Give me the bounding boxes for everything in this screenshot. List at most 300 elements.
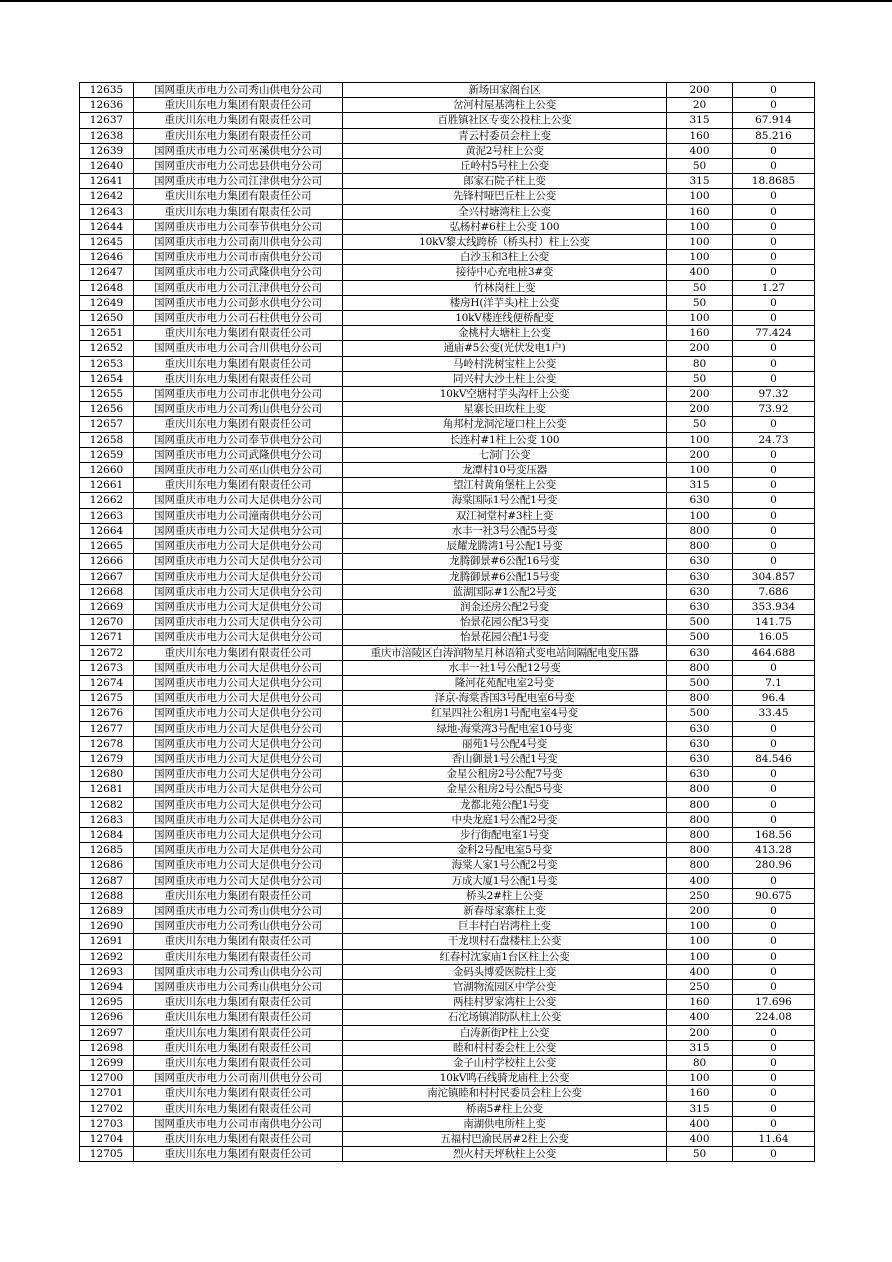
capacity-cell: 250 — [667, 888, 733, 903]
station-name-cell: 干龙坝村石盘楼柱上公变 — [343, 934, 667, 949]
capacity-cell: 630 — [667, 767, 733, 782]
company-name-cell: 国网重庆市电力公司大足供电分公司 — [134, 630, 343, 645]
company-name-cell: 重庆川东电力集团有限责任公司 — [134, 128, 343, 143]
capacity-cell: 160 — [667, 1086, 733, 1101]
table-row — [80, 128, 815, 143]
capacity-cell: 630 — [667, 554, 733, 569]
capacity-cell: 50 — [667, 159, 733, 174]
station-name-cell: 新场田家阁台区 — [343, 83, 667, 98]
company-name-cell: 国网重庆市电力公司大足供电分公司 — [134, 721, 343, 736]
station-name-cell: 丘岭村5号柱上公变 — [343, 159, 667, 174]
value-cell: 0 — [733, 721, 815, 736]
company-name-cell: 重庆川东电力集团有限责任公司 — [134, 995, 343, 1010]
capacity-cell: 100 — [667, 235, 733, 250]
value-cell: 141.75 — [733, 615, 815, 630]
row-id-cell: 12683 — [80, 812, 134, 827]
value-cell: 17.696 — [733, 995, 815, 1010]
table-row — [80, 113, 815, 128]
company-name-cell: 重庆川东电力集团有限责任公司 — [134, 1147, 343, 1162]
table-row — [80, 751, 815, 766]
capacity-cell: 100 — [667, 219, 733, 234]
station-name-cell: 泽京-海棠香国3号配电室6号变 — [343, 691, 667, 706]
capacity-cell: 100 — [667, 250, 733, 265]
row-id-cell: 12646 — [80, 250, 134, 265]
capacity-cell: 100 — [667, 311, 733, 326]
row-id-cell: 12666 — [80, 554, 134, 569]
row-id-cell: 12654 — [80, 371, 134, 386]
station-name-cell: 睦和村村委会柱上公变 — [343, 1040, 667, 1055]
station-name-cell: 白涛新街P柱上公变 — [343, 1025, 667, 1040]
capacity-cell: 630 — [667, 493, 733, 508]
value-cell: 73.92 — [733, 402, 815, 417]
row-id-cell: 12665 — [80, 539, 134, 554]
table-row — [80, 250, 815, 265]
company-name-cell: 国网重庆市电力公司石柱供电分公司 — [134, 311, 343, 326]
value-cell: 1.27 — [733, 280, 815, 295]
value-cell: 0 — [733, 934, 815, 949]
table-row — [80, 1086, 815, 1101]
value-cell: 0 — [733, 1147, 815, 1162]
capacity-cell: 200 — [667, 341, 733, 356]
table-row — [80, 371, 815, 386]
company-name-cell: 国网重庆市电力公司大足供电分公司 — [134, 615, 343, 630]
company-name-cell: 国网重庆市电力公司市南供电分公司 — [134, 250, 343, 265]
value-cell: 11.64 — [733, 1132, 815, 1147]
table-row — [80, 554, 815, 569]
table-row — [80, 630, 815, 645]
capacity-cell: 315 — [667, 1101, 733, 1116]
value-cell: 0 — [733, 219, 815, 234]
capacity-cell: 400 — [667, 1132, 733, 1147]
row-id-cell: 12677 — [80, 721, 134, 736]
capacity-cell: 100 — [667, 508, 733, 523]
table-row — [80, 280, 815, 295]
station-name-cell: 烈火村天坪秋柱上公变 — [343, 1147, 667, 1162]
table-row — [80, 204, 815, 219]
row-id-cell: 12694 — [80, 979, 134, 994]
row-id-cell: 12657 — [80, 417, 134, 432]
table-row — [80, 295, 815, 310]
table-row — [80, 706, 815, 721]
company-name-cell: 国网重庆市电力公司江津供电分公司 — [134, 280, 343, 295]
table-row — [80, 98, 815, 113]
value-cell: 0 — [733, 797, 815, 812]
company-name-cell: 重庆川东电力集团有限责任公司 — [134, 478, 343, 493]
station-name-cell: 五福村巴渝民居#2柱上公变 — [343, 1132, 667, 1147]
capacity-cell: 800 — [667, 660, 733, 675]
capacity-cell: 50 — [667, 417, 733, 432]
row-id-cell: 12696 — [80, 1010, 134, 1025]
station-name-cell: 新春母家寨柱上变 — [343, 903, 667, 918]
table-row — [80, 478, 815, 493]
table-row — [80, 432, 815, 447]
table-row — [80, 1040, 815, 1055]
page-top-rule — [0, 0, 892, 2]
capacity-cell: 630 — [667, 751, 733, 766]
table-row — [80, 341, 815, 356]
company-name-cell: 国网重庆市电力公司秀山供电分公司 — [134, 903, 343, 918]
table-row — [80, 356, 815, 371]
value-cell: 77.424 — [733, 326, 815, 341]
capacity-cell: 400 — [667, 964, 733, 979]
value-cell: 0 — [733, 523, 815, 538]
company-name-cell: 重庆川东电力集团有限责任公司 — [134, 417, 343, 432]
value-cell: 7.1 — [733, 675, 815, 690]
station-name-cell: 青云村委员会柱上变 — [343, 128, 667, 143]
table-row — [80, 827, 815, 842]
station-name-cell: 金科2号配电室5号变 — [343, 843, 667, 858]
table-row — [80, 1101, 815, 1116]
station-name-cell: 官湖物流园区中学公变 — [343, 979, 667, 994]
value-cell: 0 — [733, 311, 815, 326]
value-cell: 0 — [733, 1116, 815, 1131]
row-id-cell: 12686 — [80, 858, 134, 873]
value-cell: 0 — [733, 1025, 815, 1040]
value-cell: 0 — [733, 903, 815, 918]
capacity-cell: 800 — [667, 523, 733, 538]
row-id-cell: 12690 — [80, 919, 134, 934]
value-cell: 0 — [733, 83, 815, 98]
value-cell: 0 — [733, 1101, 815, 1116]
company-name-cell: 国网重庆市电力公司奉节供电分公司 — [134, 219, 343, 234]
station-name-cell: 怡景花园公配1号变 — [343, 630, 667, 645]
capacity-cell: 100 — [667, 934, 733, 949]
company-name-cell: 国网重庆市电力公司潼南供电分公司 — [134, 508, 343, 523]
company-name-cell: 国网重庆市电力公司大足供电分公司 — [134, 706, 343, 721]
row-id-cell: 12643 — [80, 204, 134, 219]
capacity-cell: 800 — [667, 797, 733, 812]
station-name-cell: 中央龙庭1号公配2号变 — [343, 812, 667, 827]
row-id-cell: 12651 — [80, 326, 134, 341]
value-cell: 0 — [733, 371, 815, 386]
row-id-cell: 12670 — [80, 615, 134, 630]
company-name-cell: 重庆川东电力集团有限责任公司 — [134, 1056, 343, 1071]
table-row — [80, 235, 815, 250]
table-row — [80, 903, 815, 918]
station-name-cell: 润金还房公配2号变 — [343, 599, 667, 614]
table-row — [80, 143, 815, 158]
capacity-cell: 400 — [667, 143, 733, 158]
station-name-cell: 竹林岗柱上变 — [343, 280, 667, 295]
capacity-cell: 800 — [667, 691, 733, 706]
capacity-cell: 800 — [667, 812, 733, 827]
table-row — [80, 189, 815, 204]
table-row — [80, 569, 815, 584]
row-id-cell: 12636 — [80, 98, 134, 113]
company-name-cell: 国网重庆市电力公司大足供电分公司 — [134, 873, 343, 888]
station-name-cell: 金桃村大塘柱上公变 — [343, 326, 667, 341]
value-cell: 0 — [733, 189, 815, 204]
row-id-cell: 12638 — [80, 128, 134, 143]
company-name-cell: 国网重庆市电力公司大足供电分公司 — [134, 691, 343, 706]
company-name-cell: 国网重庆市电力公司大足供电分公司 — [134, 812, 343, 827]
row-id-cell: 12675 — [80, 691, 134, 706]
company-name-cell: 国网重庆市电力公司秀山供电分公司 — [134, 979, 343, 994]
station-name-cell: 两桂村罗家湾柱上公变 — [343, 995, 667, 1010]
row-id-cell: 12661 — [80, 478, 134, 493]
company-name-cell: 重庆川东电力集团有限责任公司 — [134, 189, 343, 204]
value-cell: 0 — [733, 235, 815, 250]
company-name-cell: 国网重庆市电力公司大足供电分公司 — [134, 539, 343, 554]
table-row — [80, 387, 815, 402]
capacity-cell: 50 — [667, 1147, 733, 1162]
value-cell: 90.675 — [733, 888, 815, 903]
station-name-cell: 石沱场镇消防队柱上公变 — [343, 1010, 667, 1025]
station-name-cell: 龙潭村10号变压器 — [343, 463, 667, 478]
value-cell: 0 — [733, 417, 815, 432]
table-row — [80, 1132, 815, 1147]
row-id-cell: 12685 — [80, 843, 134, 858]
value-cell: 85.216 — [733, 128, 815, 143]
capacity-cell: 630 — [667, 721, 733, 736]
table-row — [80, 159, 815, 174]
table-row — [80, 964, 815, 979]
station-name-cell: 弘杨村#6柱上公变 100 — [343, 219, 667, 234]
table-row — [80, 888, 815, 903]
company-name-cell: 重庆川东电力集团有限责任公司 — [134, 1132, 343, 1147]
table-row — [80, 812, 815, 827]
value-cell: 0 — [733, 463, 815, 478]
capacity-cell: 400 — [667, 265, 733, 280]
company-name-cell: 重庆川东电力集团有限责任公司 — [134, 1010, 343, 1025]
table-row — [80, 1116, 815, 1131]
table-row — [80, 174, 815, 189]
table-row — [80, 1071, 815, 1086]
company-name-cell: 国网重庆市电力公司大足供电分公司 — [134, 827, 343, 842]
station-name-cell: 桥南5#柱上公变 — [343, 1101, 667, 1116]
company-name-cell: 国网重庆市电力公司大足供电分公司 — [134, 782, 343, 797]
capacity-cell: 80 — [667, 356, 733, 371]
company-name-cell: 国网重庆市电力公司江津供电分公司 — [134, 174, 343, 189]
capacity-cell: 100 — [667, 189, 733, 204]
table-row — [80, 508, 815, 523]
station-name-cell: 水丰一社1号公配12号变 — [343, 660, 667, 675]
row-id-cell: 12689 — [80, 903, 134, 918]
table-row — [80, 995, 815, 1010]
company-name-cell: 国网重庆市电力公司大足供电分公司 — [134, 493, 343, 508]
company-name-cell: 国网重庆市电力公司大足供电分公司 — [134, 660, 343, 675]
station-name-cell: 海棠国际1号公配1号变 — [343, 493, 667, 508]
company-name-cell: 国网重庆市电力公司奉节供电分公司 — [134, 432, 343, 447]
station-name-cell: 海棠人家1号公配2号变 — [343, 858, 667, 873]
company-name-cell: 重庆川东电力集团有限责任公司 — [134, 888, 343, 903]
company-name-cell: 国网重庆市电力公司忠县供电分公司 — [134, 159, 343, 174]
row-id-cell: 12664 — [80, 523, 134, 538]
table-row — [80, 645, 815, 660]
row-id-cell: 12658 — [80, 432, 134, 447]
company-name-cell: 重庆川东电力集团有限责任公司 — [134, 113, 343, 128]
capacity-cell: 800 — [667, 858, 733, 873]
station-name-cell: 辰耀龙腾湾1号公配1号变 — [343, 539, 667, 554]
table-row — [80, 979, 815, 994]
station-name-cell: 巨丰村白岩湾柱上变 — [343, 919, 667, 934]
row-id-cell: 12648 — [80, 280, 134, 295]
station-name-cell: 红星四社公租房1号配电室4号变 — [343, 706, 667, 721]
station-name-cell: 丽苑1号公配4号变 — [343, 736, 667, 751]
capacity-cell: 50 — [667, 280, 733, 295]
company-name-cell: 国网重庆市电力公司大足供电分公司 — [134, 858, 343, 873]
station-name-cell: 10kV黎太线跨桥（桥头村）柱上公变 — [343, 235, 667, 250]
value-cell: 0 — [733, 341, 815, 356]
capacity-cell: 315 — [667, 174, 733, 189]
company-name-cell: 国网重庆市电力公司大足供电分公司 — [134, 797, 343, 812]
value-cell: 0 — [733, 782, 815, 797]
capacity-cell: 400 — [667, 873, 733, 888]
station-name-cell: 岔河村屋基湾柱上公变 — [343, 98, 667, 113]
station-name-cell: 龙腾御景#6公配16号变 — [343, 554, 667, 569]
table-row — [80, 265, 815, 280]
value-cell: 0 — [733, 1056, 815, 1071]
row-id-cell: 12650 — [80, 311, 134, 326]
company-name-cell: 国网重庆市电力公司大足供电分公司 — [134, 675, 343, 690]
row-id-cell: 12639 — [80, 143, 134, 158]
value-cell: 0 — [733, 1086, 815, 1101]
value-cell: 16.05 — [733, 630, 815, 645]
capacity-cell: 50 — [667, 295, 733, 310]
value-cell: 67.914 — [733, 113, 815, 128]
table-row — [80, 934, 815, 949]
row-id-cell: 12705 — [80, 1147, 134, 1162]
row-id-cell: 12695 — [80, 995, 134, 1010]
station-name-cell: 蓝湖国际#1公配2号变 — [343, 584, 667, 599]
station-name-cell: 10kV楼连线便桥配变 — [343, 311, 667, 326]
table-row — [80, 797, 815, 812]
row-id-cell: 12676 — [80, 706, 134, 721]
table-row — [80, 493, 815, 508]
company-name-cell: 国网重庆市电力公司市南供电分公司 — [134, 1116, 343, 1131]
table-row — [80, 417, 815, 432]
station-name-cell: 桥头2#柱上公变 — [343, 888, 667, 903]
capacity-cell: 200 — [667, 387, 733, 402]
value-cell: 0 — [733, 767, 815, 782]
capacity-cell: 100 — [667, 463, 733, 478]
row-id-cell: 12674 — [80, 675, 134, 690]
value-cell: 464.688 — [733, 645, 815, 660]
station-name-cell: 同兴村大沙土柱上公变 — [343, 371, 667, 386]
row-id-cell: 12688 — [80, 888, 134, 903]
capacity-cell: 200 — [667, 1025, 733, 1040]
station-name-cell: 隆河花苑配电室2号变 — [343, 675, 667, 690]
station-name-cell: 星寨长田坎柱上变 — [343, 402, 667, 417]
capacity-cell: 315 — [667, 1040, 733, 1055]
capacity-cell: 100 — [667, 919, 733, 934]
station-name-cell: 马岭村洗树宝柱上公变 — [343, 356, 667, 371]
company-name-cell: 国网重庆市电力公司大足供电分公司 — [134, 751, 343, 766]
value-cell: 0 — [733, 159, 815, 174]
capacity-cell: 630 — [667, 569, 733, 584]
row-id-cell: 12662 — [80, 493, 134, 508]
capacity-cell: 315 — [667, 113, 733, 128]
company-name-cell: 国网重庆市电力公司武隆供电分公司 — [134, 447, 343, 462]
station-name-cell: 角邦村龙洞沱垭口柱上公变 — [343, 417, 667, 432]
station-name-cell: 南湖供电所柱上变 — [343, 1116, 667, 1131]
capacity-cell: 160 — [667, 128, 733, 143]
capacity-cell: 20 — [667, 98, 733, 113]
value-cell: 304.857 — [733, 569, 815, 584]
station-name-cell: 接待中心充电桩3#变 — [343, 265, 667, 280]
capacity-cell: 160 — [667, 326, 733, 341]
value-cell: 33.45 — [733, 706, 815, 721]
row-id-cell: 12700 — [80, 1071, 134, 1086]
table-row — [80, 1056, 815, 1071]
table-row — [80, 584, 815, 599]
station-name-cell: 楼房H(洋芋头)柱上公变 — [343, 295, 667, 310]
row-id-cell: 12687 — [80, 873, 134, 888]
table-row — [80, 1147, 815, 1162]
table-row — [80, 675, 815, 690]
row-id-cell: 12644 — [80, 219, 134, 234]
station-name-cell: 百胜镇社区专变公投柱上公变 — [343, 113, 667, 128]
table-row — [80, 858, 815, 873]
value-cell: 0 — [733, 979, 815, 994]
station-name-cell: 香山御景1号公配1号变 — [343, 751, 667, 766]
station-name-cell: 白沙玉和3柱上公变 — [343, 250, 667, 265]
value-cell: 0 — [733, 1071, 815, 1086]
row-id-cell: 12699 — [80, 1056, 134, 1071]
station-name-cell: 黄泥2号柱上公变 — [343, 143, 667, 158]
company-name-cell: 国网重庆市电力公司南川供电分公司 — [134, 235, 343, 250]
value-cell: 0 — [733, 250, 815, 265]
row-id-cell: 12692 — [80, 949, 134, 964]
row-id-cell: 12635 — [80, 83, 134, 98]
table-row — [80, 463, 815, 478]
value-cell: 0 — [733, 919, 815, 934]
value-cell: 0 — [733, 478, 815, 493]
station-name-cell: 金码头博爱医院柱上变 — [343, 964, 667, 979]
value-cell: 413.28 — [733, 843, 815, 858]
value-cell: 0 — [733, 736, 815, 751]
company-name-cell: 国网重庆市电力公司彭水供电分公司 — [134, 295, 343, 310]
company-name-cell: 国网重庆市电力公司秀山供电分公司 — [134, 919, 343, 934]
value-cell: 0 — [733, 1040, 815, 1055]
row-id-cell: 12640 — [80, 159, 134, 174]
company-name-cell: 国网重庆市电力公司大足供电分公司 — [134, 599, 343, 614]
capacity-cell: 800 — [667, 539, 733, 554]
company-name-cell: 重庆川东电力集团有限责任公司 — [134, 98, 343, 113]
capacity-cell: 500 — [667, 675, 733, 690]
row-id-cell: 12641 — [80, 174, 134, 189]
capacity-cell: 80 — [667, 1056, 733, 1071]
value-cell: 0 — [733, 949, 815, 964]
value-cell: 0 — [733, 964, 815, 979]
table-row — [80, 83, 815, 98]
row-id-cell: 12659 — [80, 447, 134, 462]
capacity-cell: 200 — [667, 83, 733, 98]
station-name-cell: 通庙#5公变(光伏发电1户) — [343, 341, 667, 356]
capacity-cell: 500 — [667, 615, 733, 630]
station-name-cell: 先锋村哑巴丘柱上公变 — [343, 189, 667, 204]
company-name-cell: 国网重庆市电力公司大足供电分公司 — [134, 554, 343, 569]
company-name-cell: 国网重庆市电力公司大足供电分公司 — [134, 843, 343, 858]
table-row — [80, 523, 815, 538]
value-cell: 280.96 — [733, 858, 815, 873]
table-row — [80, 919, 815, 934]
value-cell: 24.73 — [733, 432, 815, 447]
row-id-cell: 12680 — [80, 767, 134, 782]
table-row — [80, 326, 815, 341]
capacity-cell: 160 — [667, 204, 733, 219]
table-row — [80, 219, 815, 234]
company-name-cell: 国网重庆市电力公司大足供电分公司 — [134, 767, 343, 782]
table-row — [80, 539, 815, 554]
company-name-cell: 重庆川东电力集团有限责任公司 — [134, 1025, 343, 1040]
company-name-cell: 重庆川东电力集团有限责任公司 — [134, 1086, 343, 1101]
row-id-cell: 12663 — [80, 508, 134, 523]
table-row — [80, 949, 815, 964]
capacity-cell: 100 — [667, 949, 733, 964]
value-cell: 96.4 — [733, 691, 815, 706]
capacity-cell: 800 — [667, 782, 733, 797]
